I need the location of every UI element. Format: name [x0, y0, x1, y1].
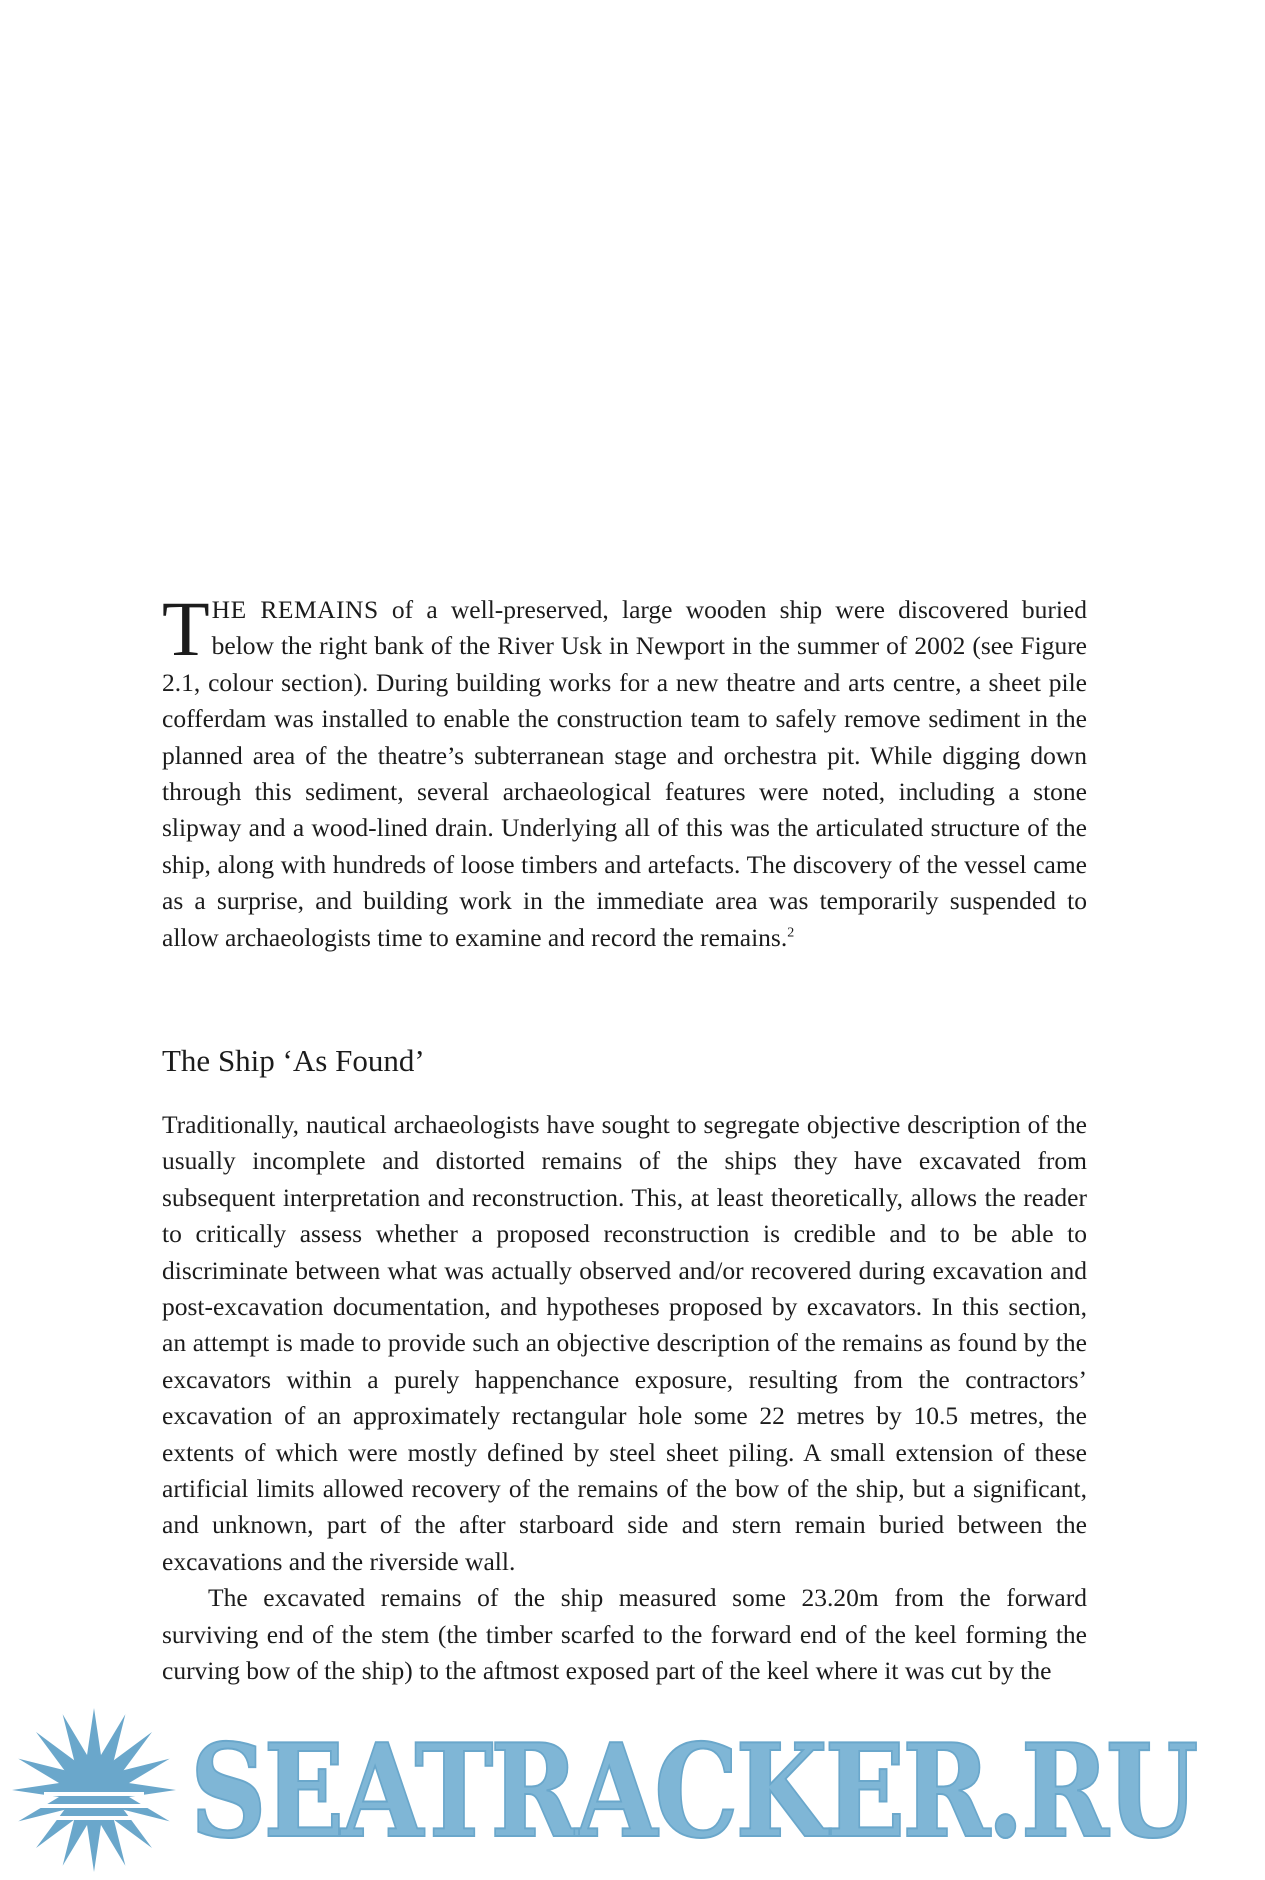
- body-paragraph-2: The excavated remains of the ship measured some 23.20m from the forward surviving end of the stem (the timber scarfed to the forward end of the keel forming the curving bow of the ship) to the aftmost exposed part of the keel where it was cut by the: [162, 1583, 1087, 1686]
- watermark-text: SEATRACKER.RU: [190, 1717, 1196, 1867]
- watermark: [0, 1700, 1265, 1879]
- body-paragraph-1: Traditionally, nautical archaeologists have sought to segregate objective description of the usually incomplete and distorted remains of the ships they have excavated from subsequent interpretation and reconstruction. This, at least theoretically, allows the reader to critically assess whether a proposed reconstruction is credible and to be able to discriminate between what was actually observed and/or recovered during excavation and post-excavation documentation, and hypotheses proposed by excavators. In this section, an attempt is made to provide such an objective description of the remains as found by the excavators within a purely happenchance exposure, resulting from the contractors’ excavation of an approximately rectangular hole some 22 metres by 10.5 metres, the extents of which were mostly defined by steel sheet piling. A small extension of these artificial limits allowed recovery of the remains of the bow of the ship, but a significant, and unknown, part of the after starboard side and stern remain buried between the excavations and the riverside wall.: [162, 1110, 1087, 1576]
- intro-small-caps: HE REMAINS: [211, 595, 379, 624]
- section-body: [162, 1107, 1087, 1690]
- section-heading: The Ship ‘As Found’: [162, 1043, 425, 1078]
- intro-text: of a well-preserved, large wooden ship were discovered buried below the right bank of the River Usk in Newport in the summer of 2002 (see Figure 2.1, colour section). During building works for a new theatre and arts centre, a sheet pile cofferdam was installed to enable the construction team to safely remove sediment in the planned area of the theatre’s subterranean stage and orchestra pit. While digging down through this sediment, several archaeological features were noted, including a stone slipway and a wood-lined drain. Underlying all of this was the articulated structure of the ship, along with hundreds of loose timbers and artefacts. The discovery of the vessel came as a surprise, and building work in the immediate area was temporarily suspended to allow archaeologists time to examine and record the remains.: [162, 595, 1087, 952]
- drop-cap: T: [162, 585, 210, 672]
- intro-paragraph: [162, 585, 1087, 956]
- sun-icon: [4, 1700, 184, 1880]
- footnote-ref: 2: [787, 925, 795, 941]
